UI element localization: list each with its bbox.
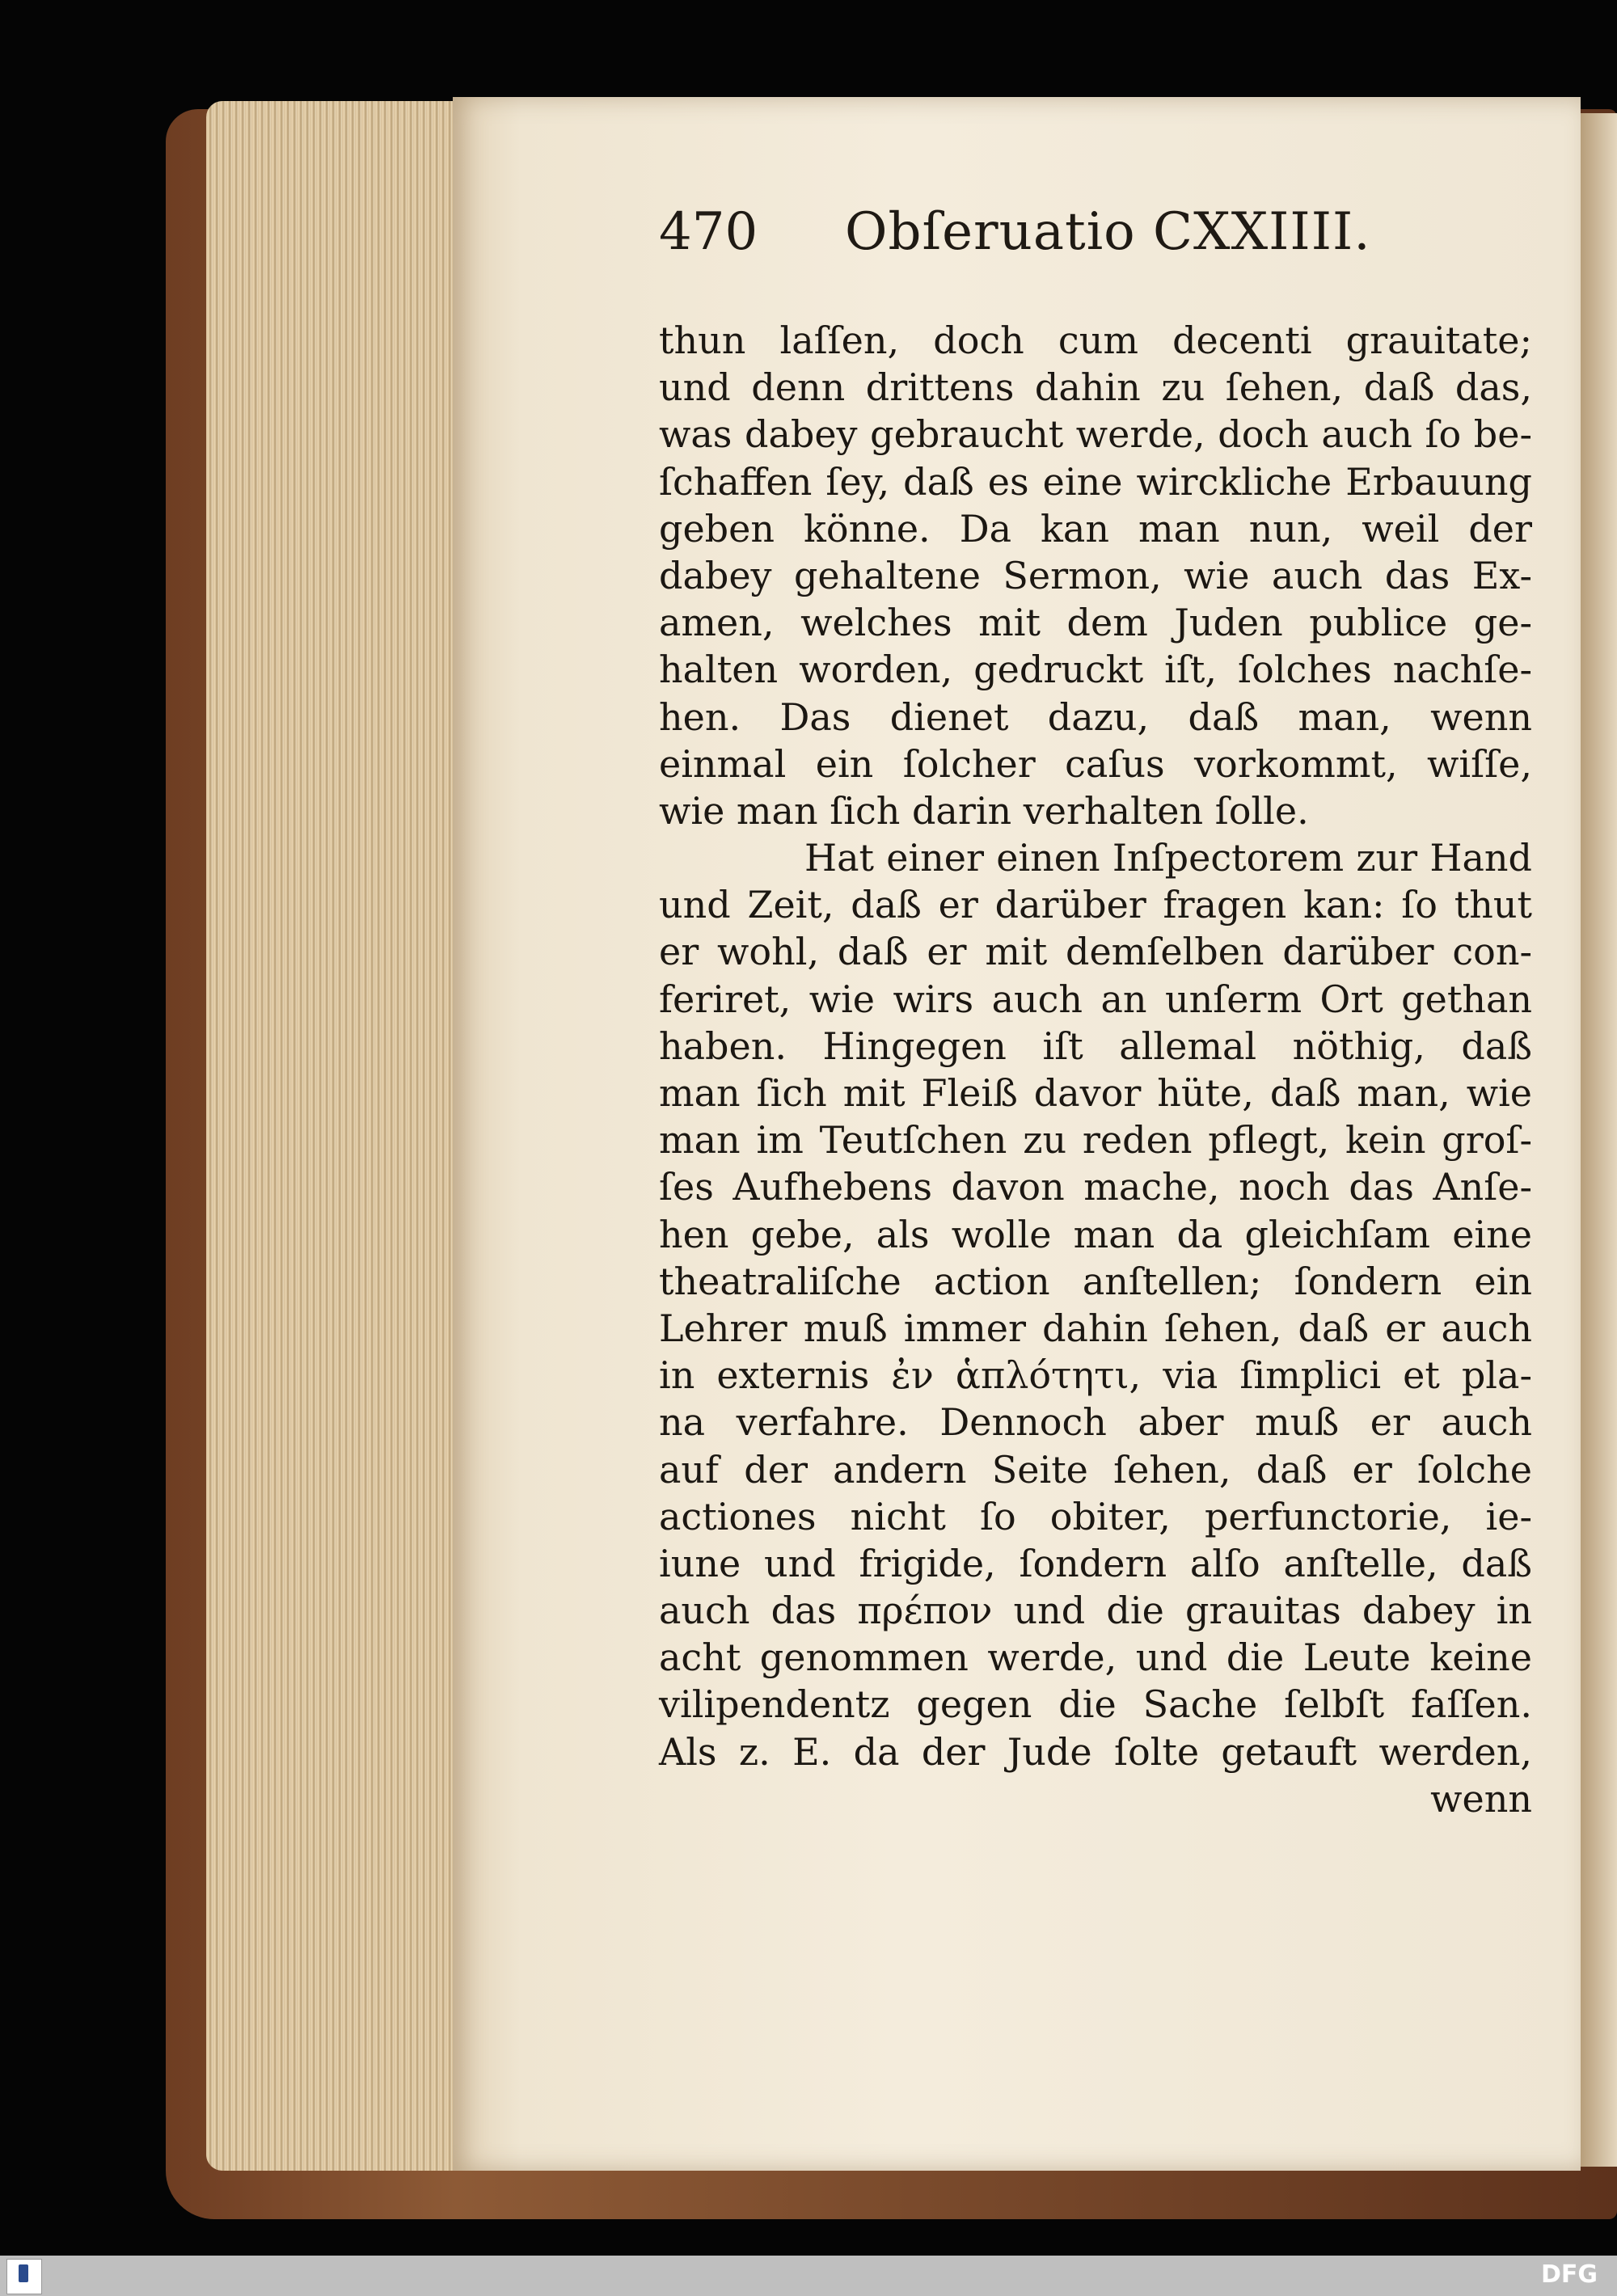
running-title: Obſeruatio CXXIIII. bbox=[845, 202, 1371, 262]
text-line: in externis ἐν ἁπλότητι, via ſimplici et pla- bbox=[659, 1353, 1532, 1398]
text-line: haben. Hingegen iſt allemal nöthig, daß bbox=[659, 1023, 1532, 1068]
text-line: ſchaffen ſey, daß es eine wirckliche Erbauung bbox=[659, 459, 1532, 504]
text-line: hen gebe, als wolle man da gleichſam eine bbox=[659, 1212, 1532, 1256]
library-logo-icon bbox=[6, 2259, 42, 2294]
text-line: hen. Das dienet dazu, daß man, wenn bbox=[659, 694, 1532, 739]
text-line: feriret, wie wirs auch an unſerm Ort gethan bbox=[659, 977, 1532, 1021]
text-line: wie man ſich darin verhalten ſolle. bbox=[659, 788, 1309, 833]
dfg-logo: DFG bbox=[1540, 2260, 1598, 2289]
text-line: und Zeit, daß er darüber fragen kan: ſo thut bbox=[659, 883, 1532, 927]
facing-page-edge bbox=[1581, 113, 1617, 2167]
viewer-footer-bar bbox=[0, 2256, 1617, 2296]
text-line: na verfahre. Dennoch aber muß er auch bbox=[659, 1400, 1532, 1445]
text-line: thun laſſen, doch cum decenti grauitate; bbox=[659, 319, 1532, 362]
text-line: actiones nicht ſo obiter, perfunctorie, ie- bbox=[659, 1494, 1532, 1538]
paragraph-start-line: Hat einer einen Inſpectorem zur Hand bbox=[804, 836, 1532, 880]
text-line: auf der andern Seite ſehen, daß er ſolche bbox=[659, 1447, 1532, 1492]
text-line: auch das πρέπον und die grauitas dabey in bbox=[659, 1589, 1532, 1633]
text-line: und denn drittens dahin zu ſehen, daß das, bbox=[659, 365, 1532, 410]
text-line: man ſich mit Fleiß davor hüte, daß man, wie bbox=[659, 1071, 1532, 1115]
text-line: was dabey gebraucht werde, doch auch ſo be- bbox=[659, 412, 1532, 457]
page-header bbox=[659, 202, 1532, 275]
text-line: er wohl, daß er mit demſelben darüber con- bbox=[659, 930, 1532, 974]
text-line: Lehrer muß immer dahin ſehen, daß er auch bbox=[659, 1306, 1532, 1350]
text-line: amen, welches mit dem Juden publice ge- bbox=[659, 601, 1532, 645]
text-line: geben könne. Da kan man nun, weil der bbox=[659, 506, 1532, 551]
text-line: iune und frigide, ſondern alſo anſtelle, daß bbox=[659, 1541, 1532, 1585]
catchword: wenn bbox=[1430, 1776, 1532, 1821]
text-line: Als z. E. da der Jude ſolte getauft werden, bbox=[659, 1729, 1532, 1774]
text-line: man im Teutſchen zu reden pflegt, kein groſ- bbox=[659, 1118, 1532, 1163]
page-number: 470 bbox=[659, 202, 758, 262]
page-edges bbox=[206, 101, 465, 2171]
text-line: vilipendentz gegen die Sache ſelbſt faſſen. bbox=[659, 1682, 1532, 1727]
text-line: einmal ein ſolcher caſus vorkommt, wiſſe, bbox=[659, 741, 1532, 786]
text-line: halten worden, gedruckt iſt, ſolches nachſe- bbox=[659, 648, 1532, 692]
text-block bbox=[659, 317, 1532, 1822]
text-line: dabey gehaltene Sermon, wie auch das Ex- bbox=[659, 553, 1532, 597]
text-line: theatraliſche action anſtellen; ſondern ein bbox=[659, 1259, 1532, 1303]
text-line: acht genommen werde, und die Leute keine bbox=[659, 1635, 1532, 1680]
text-line: ſes Aufhebens davon mache, noch das Anſe- bbox=[659, 1165, 1532, 1209]
